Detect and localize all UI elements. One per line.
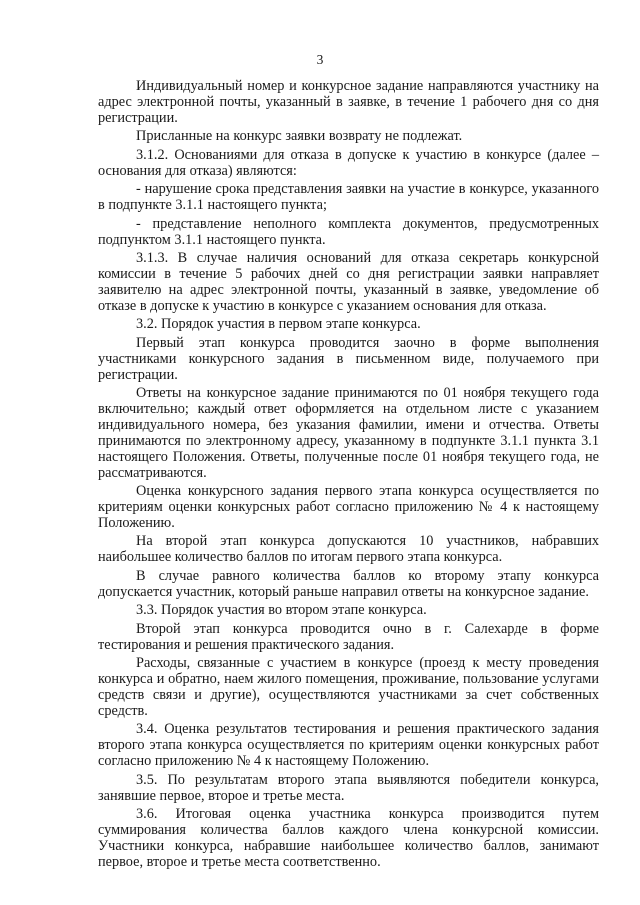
document-body	[98, 79, 599, 873]
paragraph: Ответы на конкурсное задание принимаются по 01 ноября текущего года включительно; каждый ответ оформляется на отдельном листе с указанием индивидуального номера, без указания фамилии, имени и отчества. Ответы принимаются по электронному адресу, указанному в подпункте 3.1.1 пункта 3.1 настоящего Положения. Ответы, полученные после 01 ноября текущего года, не рассматриваются.	[98, 385, 599, 481]
paragraph: 3.4. Оценка результатов тестирования и решения практического задания второго этапа конкурса осуществляется по критериям оценки конкурсных работ согласно приложению № 4 к настоящему Положению.	[98, 721, 599, 770]
paragraph: Расходы, связанные с участием в конкурсе (проезд к месту проведения конкурса и обратно, наем жилого помещения, проживание, пользование услугами средств связи и другие), осуществляются участниками за счет собственных средств.	[98, 655, 599, 719]
page-number: 3	[316, 52, 324, 67]
paragraph: На второй этап конкурса допускаются 10 участников, набравших наибольшее количество баллов по итогам первого этапа конкурса.	[98, 533, 599, 566]
paragraph: 3.1.3. В случае наличия оснований для отказа секретарь конкурсной комиссии в течение 5 рабочих дней со дня регистрации заявки направляет заявителю на адрес электронной почты, указанный в заявке, уведомление об отказе в допуске к участию в конкурсе с указанием основания для отказа.	[98, 250, 599, 314]
section-heading: 3.3. Порядок участия во втором этапе конкурса.	[136, 602, 427, 619]
paragraph: Второй этап конкурса проводится очно в г. Салехарде в форме тестирования и решения практического задания.	[98, 620, 599, 653]
paragraph: В случае равного количества баллов ко второму этапу конкурса допускается участник, который раньше направил ответы на конкурсное задание.	[98, 567, 599, 600]
list-item: - представление неполного комплекта документов, предусмотренных подпунктом 3.1.1 настоящего пункта.	[98, 215, 599, 248]
paragraph: Первый этап конкурса проводится заочно в форме выполнения участниками конкурсного задания в письменном виде, получаемого при регистрации.	[98, 334, 599, 383]
paragraph: Оценка конкурсного задания первого этапа конкурса осуществляется по критериям оценки конкурсных работ согласно приложению № 4 к настоящему Положению.	[98, 483, 599, 531]
paragraph: 3.1.2. Основаниями для отказа в допуске к участию в конкурсе (далее – основания для отказа) являются:	[98, 146, 599, 179]
section-heading: 3.2. Порядок участия в первом этапе конкурса.	[136, 316, 421, 333]
paragraph: Индивидуальный номер и конкурсное задание направляются участнику на адрес электронной почты, указанный в заявке, в течение 1 рабочего дня со дня регистрации.	[98, 78, 599, 126]
paragraph: Присланные на конкурс заявки возврату не подлежат.	[136, 128, 463, 145]
paragraph: 3.6. Итоговая оценка участника конкурса производится путем суммирования количества баллов каждого члена конкурсной комиссии. Участники конкурса, набравшие наибольшее количество баллов, занимают первое, второе и третье места соответственно.	[98, 806, 599, 870]
list-item: - нарушение срока представления заявки на участие в конкурсе, указанного в подпункте 3.1.1 настоящего пункта;	[98, 181, 599, 214]
paragraph: 3.5. По результатам второго этапа выявляются победители конкурса, занявшие первое, второе и третье места.	[98, 771, 599, 804]
